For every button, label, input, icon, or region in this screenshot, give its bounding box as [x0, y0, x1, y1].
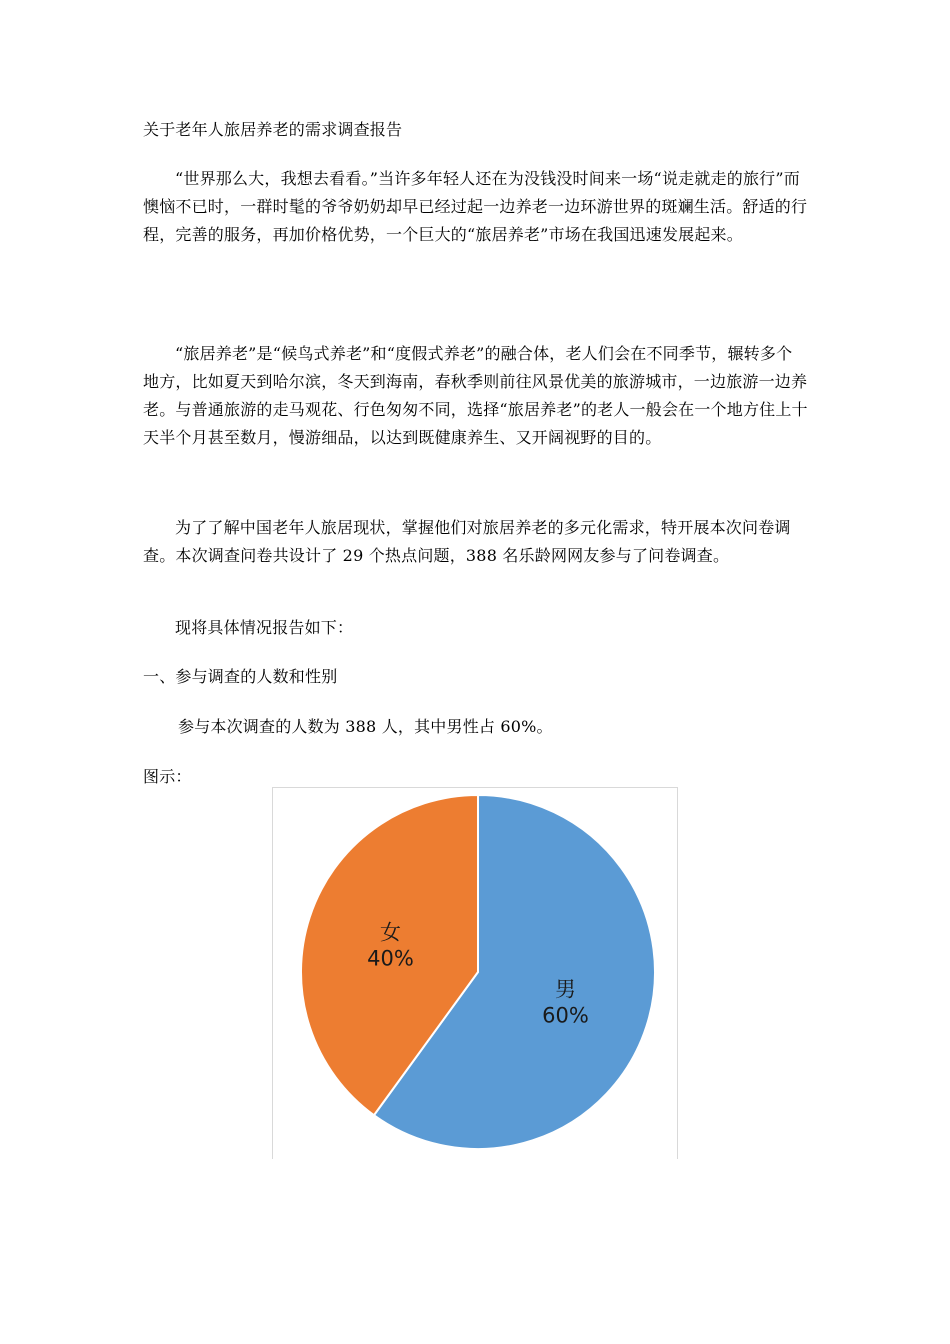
- pie-category-label-1: 女: [380, 920, 401, 945]
- paragraph-report-intro: 现将具体情况报告如下：: [175, 618, 354, 637]
- paragraph-purpose: 为了了解中国老年人旅居现状，掌握他们对旅居养老的多元化需求，特开展本次问卷调查。本次调查问卷共设计了 29 个热点问题，388 名乐龄网网友参与了问卷调查。: [143, 518, 791, 565]
- section-heading: 一、参与调查的人数和性别: [143, 667, 338, 686]
- document-title: 关于老年人旅居养老的需求调查报告: [143, 120, 403, 139]
- pie-value-label-1: 40%: [367, 946, 414, 971]
- paragraph-definition: “旅居养老”是“候鸟式养老”和“度假式养老”的融合体，老人们会在不同季节，辗转多个地方，比如夏天到哈尔滨，冬天到海南，春秋季则前往风景优美的旅游城市，一边旅游一边养老。与普通旅游的走马观花、行色匆匆不同，选择“旅居养老”的老人一般会在一个地方住上十天半个月甚至数月，慢游细品，以达到既健康养生、又开阔视野的目的。: [143, 344, 808, 447]
- pie-category-label-0: 男: [555, 977, 576, 1002]
- pie-chart-svg: [273, 788, 679, 1160]
- paragraph-intro: “世界那么大，我想去看看。”当许多年轻人还在为没钱没时间来一场“说走就走的旅行”而懊恼不已时，一群时髦的爷爷奶奶却早已经过起一边养老一边环游世界的斑斓生活。舒适的行程，完善的服务，再加价格优势，一个巨大的“旅居养老”市场在我国迅速发展起来。: [143, 169, 808, 244]
- pie-chart: [272, 787, 678, 1159]
- pie-value-label-0: 60%: [542, 1003, 589, 1028]
- section-text: 参与本次调查的人数为 388 人，其中男性占 60%。: [178, 717, 553, 736]
- figure-label: 图示：: [143, 767, 192, 786]
